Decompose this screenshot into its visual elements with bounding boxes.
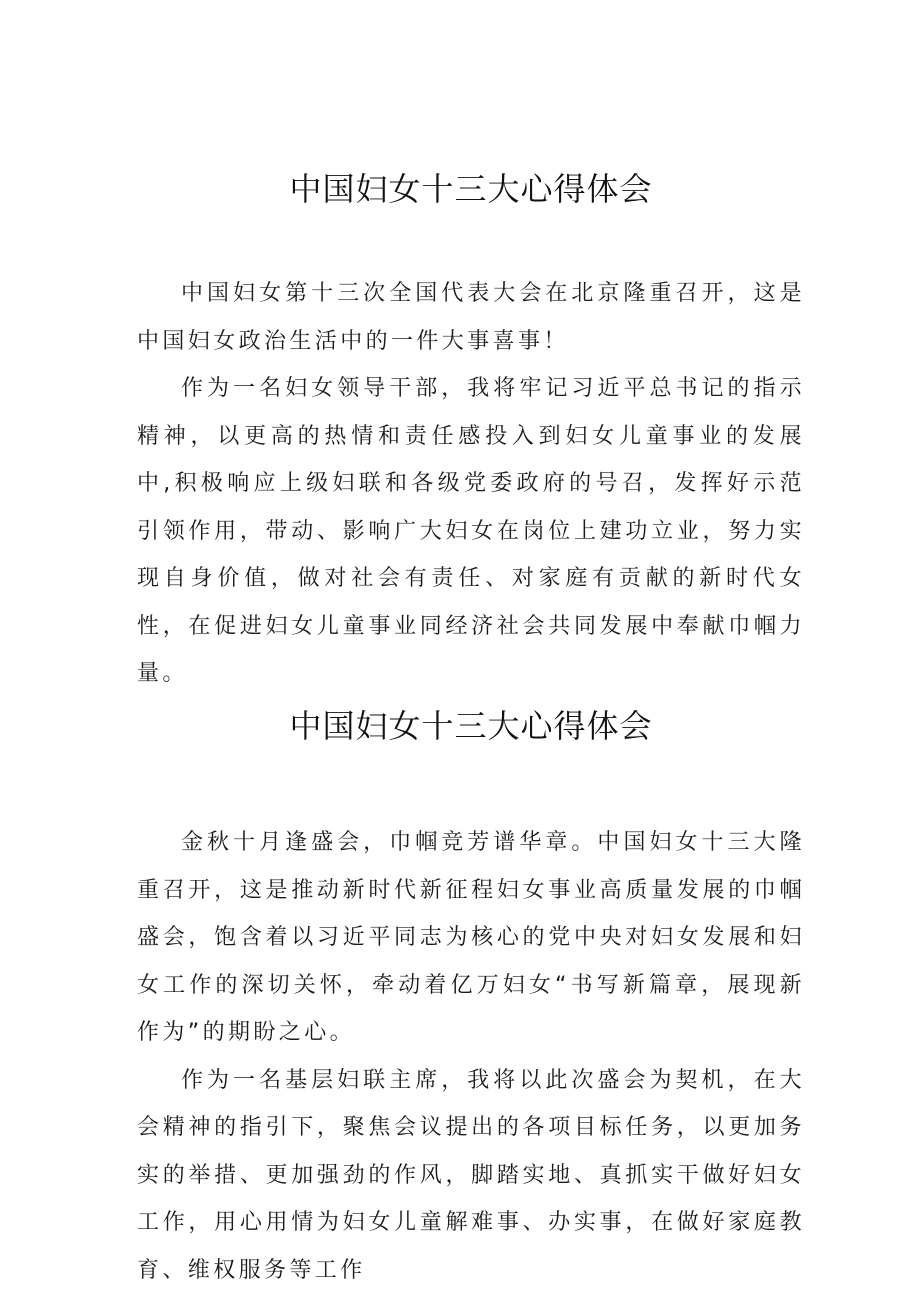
essay-title-2: 中国妇女十三大心得体会 <box>289 707 653 745</box>
essay-section-2 <box>137 700 805 1294</box>
essay-section-1 <box>137 163 805 698</box>
essay-title-1: 中国妇女十三大心得体会 <box>289 170 653 208</box>
essay-1-paragraph-2: 作为一名妇女领导干部，我将牢记习近平总书记的指示精神，以更高的热情和责任感投入到妇女儿童事业的发展中,积极响应上级妇联和各级党委政府的号召，发挥好示范引领作用，带动、影响广大妇女在岗位上建功立业，努力实现自身价值，做对社会有责任、对家庭有贡献的新时代女性，在促进妇女儿童事业同经济社会共同发展中奉献巾帼力量。 <box>137 376 805 686</box>
essay-2-paragraph-2: 作为一名基层妇联主席，我将以此次盛会为契机，在大会精神的指引下，聚焦会议提出的各项目标任务，以更加务实的举措、更加强劲的作风，脚踏实地、真抓实干做好妇女工作，用心用情为妇女儿童解难事、办实事，在做好家庭教育、维权服务等工作 <box>137 1067 805 1283</box>
essay-1-paragraph-1: 中国妇女第十三次全国代表大会在北京隆重召开，这是中国妇女政治生活中的一件大事喜事！ <box>137 281 805 354</box>
essay-2-paragraph-1: 金秋十月逢盛会，巾帼竞芳谱华章。中国妇女十三大隆重召开，这是推动新时代新征程妇女事业高质量发展的巾帼盛会，饱含着以习近平同志为核心的党中央对妇女发展和妇女工作的深切关怀，牵动着亿万妇女“书写新篇章，展现新作为”的期盼之心。 <box>137 830 805 1045</box>
